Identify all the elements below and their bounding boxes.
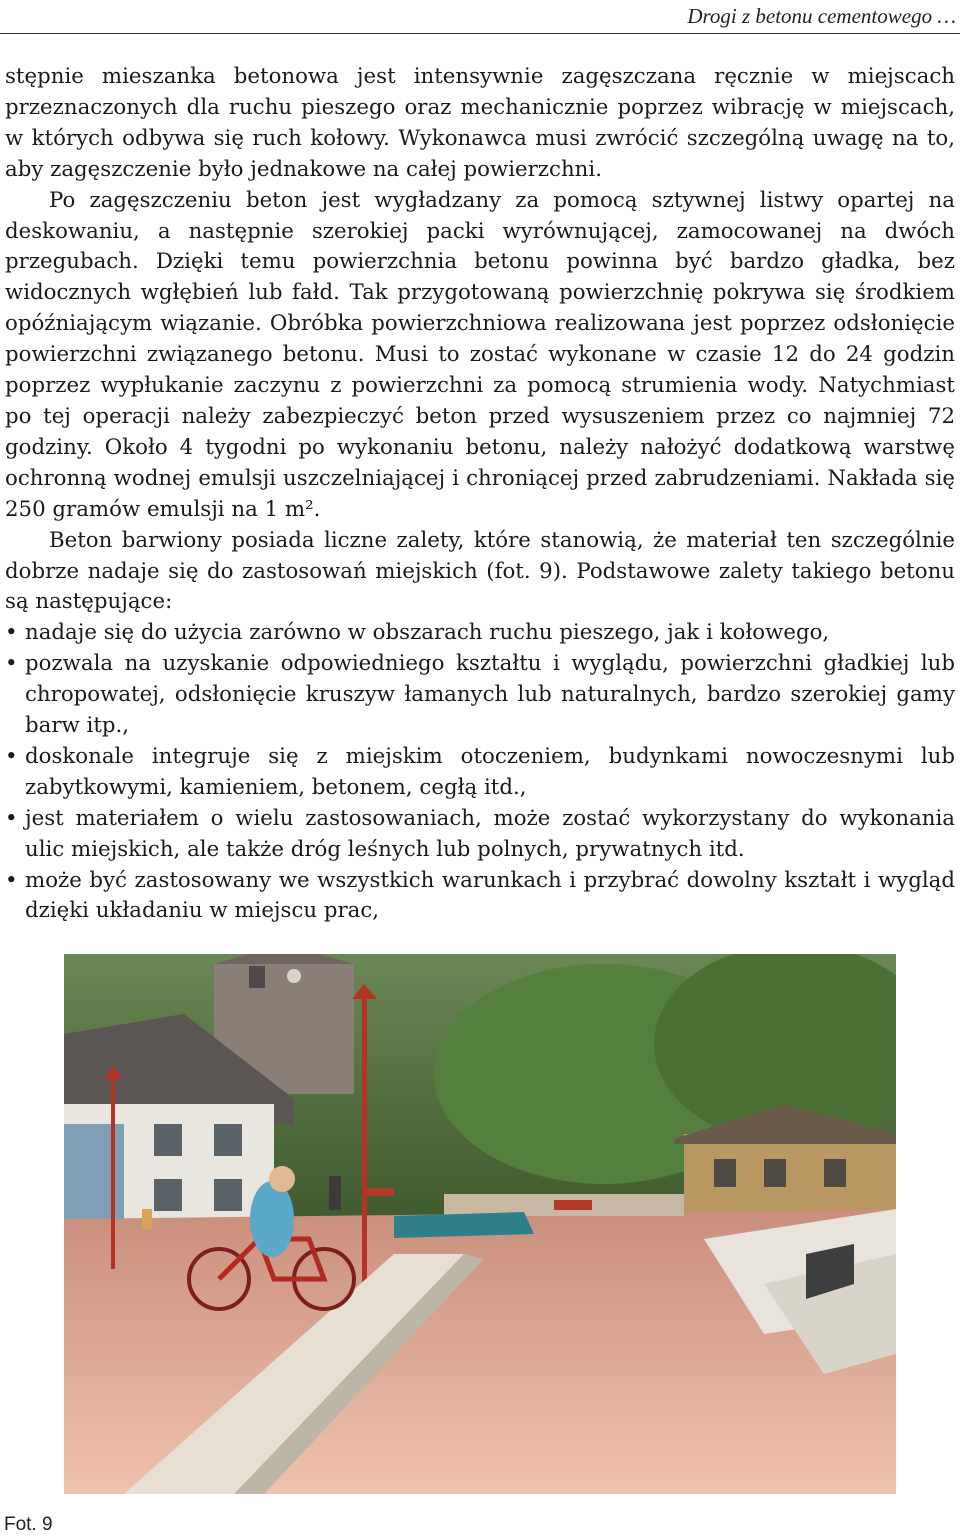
list-item-text: może być zastosowany we wszystkich warunkach i przybrać dowolny kształt i wygląd dzięki układaniu w miejscu prac, <box>25 867 955 924</box>
house-window <box>154 1179 182 1211</box>
house-window <box>214 1179 242 1211</box>
bullet-icon: • <box>5 620 18 646</box>
house-window <box>214 1124 242 1156</box>
clock-icon <box>287 969 301 983</box>
list-item-text: jest materiałem o wielu zastosowaniach, może zostać wykorzystany do wykonania ulic miejskich, ale także dróg leśnych lub polnych, prywatnych itd. <box>25 805 955 862</box>
lamp-post <box>111 1079 115 1269</box>
house-window <box>714 1159 736 1187</box>
list-item <box>5 742 955 804</box>
list-item-text: nadaje się do użycia zarówno w obszarach ruchu pieszego, jak i kołowego, <box>25 620 830 646</box>
body-text <box>5 62 955 927</box>
bullet-icon: • <box>5 805 18 831</box>
adult-cyclist <box>329 1176 341 1210</box>
list-item <box>5 618 955 649</box>
header-rule <box>0 33 960 34</box>
bullet-icon: • <box>5 651 18 677</box>
fountain-pool <box>394 1212 534 1238</box>
list-item-text: pozwala na uzyskanie odpowiedniego kształtu i wyglądu, powierzchni gładkiej lub chropowatej, odsłonięcie kruszyw łamanych lub naturalnych, bardzo szerokiej gamy barw itp., <box>25 651 955 739</box>
paragraph-2: Po zagęszczeniu beton jest wygładzany za pomocą sztywnej listwy opartej na deskowaniu, a następnie szerokiej packi wyrównującej, zamocowanej na dwóch przegubach. Dzięki temu powierzchnia betonu powinna być bardzo gładka, bez widocznych wgłębień lub fałd. Tak przygotowaną powierzchnię pokrywa się środkiem opóźniającym wiązanie. Obróbka powierzchniowa realizowana jest poprzez odsłonięcie powierzchni związanego betonu. Musi to zostać wykonane w czasie 12 do 24 godzin poprzez wypłukanie zaczynu z powierzchni za pomocą strumienia wody. Natychmiast po tej operacji należy zabezpieczyć beton przed wysuszeniem przez co najmniej 72 godziny. Około 4 tygodni po wykonaniu betonu, należy nałożyć dodatkową warstwę ochronną wodnej emulsji uszczelniającej i chroniącej przed zabrudzeniami. Nakłada się 250 gramów emulsji na 1 m². <box>5 187 955 522</box>
list-item <box>5 866 955 928</box>
paragraph-1: stępnie mieszanka betonowa jest intensywnie zagęszczana ręcznie w miejscach przeznaczonych dla ruchu pieszego oraz mechanicznie poprzez wibrację w miejscach, w których odbywa się ruch kołowy. Wykonawca musi zwrócić szczególną uwagę na to, aby zagęszczenie było jednakowe na całej powierzchni. <box>5 64 955 182</box>
list-item <box>5 804 955 866</box>
house-window <box>154 1124 182 1156</box>
house-window <box>764 1159 786 1187</box>
bullet-icon: • <box>5 743 18 769</box>
paragraph-3: Beton barwiony posiada liczne zalety, które stanowią, że materiał ten szczególnie dobrze nadaje się do zastosowań miejskich (fot. 9). Podstawowe zalety takiego betonu są następujące: <box>5 527 955 615</box>
photo-illustration <box>64 954 896 1494</box>
advantages-list <box>5 618 955 927</box>
red-bench <box>554 1200 592 1210</box>
bullet-icon: • <box>5 867 18 893</box>
red-bench <box>364 1188 394 1196</box>
photo-caption: Fot. 9 <box>4 1514 53 1535</box>
child-figure <box>142 1209 152 1229</box>
running-head: Drogi z betonu cementowego … <box>687 4 956 28</box>
girl-head <box>269 1166 295 1192</box>
house-window <box>824 1159 846 1187</box>
list-item <box>5 649 955 742</box>
list-item-text: doskonale integruje się z miejskim otoczeniem, budynkami nowoczesnymi lub zabytkowymi, kamieniem, betonem, cegłą itd., <box>25 743 955 800</box>
lamp-post <box>362 999 367 1319</box>
girl-dress <box>250 1181 294 1257</box>
photo-town-square <box>64 954 896 1494</box>
church-window <box>249 966 265 988</box>
